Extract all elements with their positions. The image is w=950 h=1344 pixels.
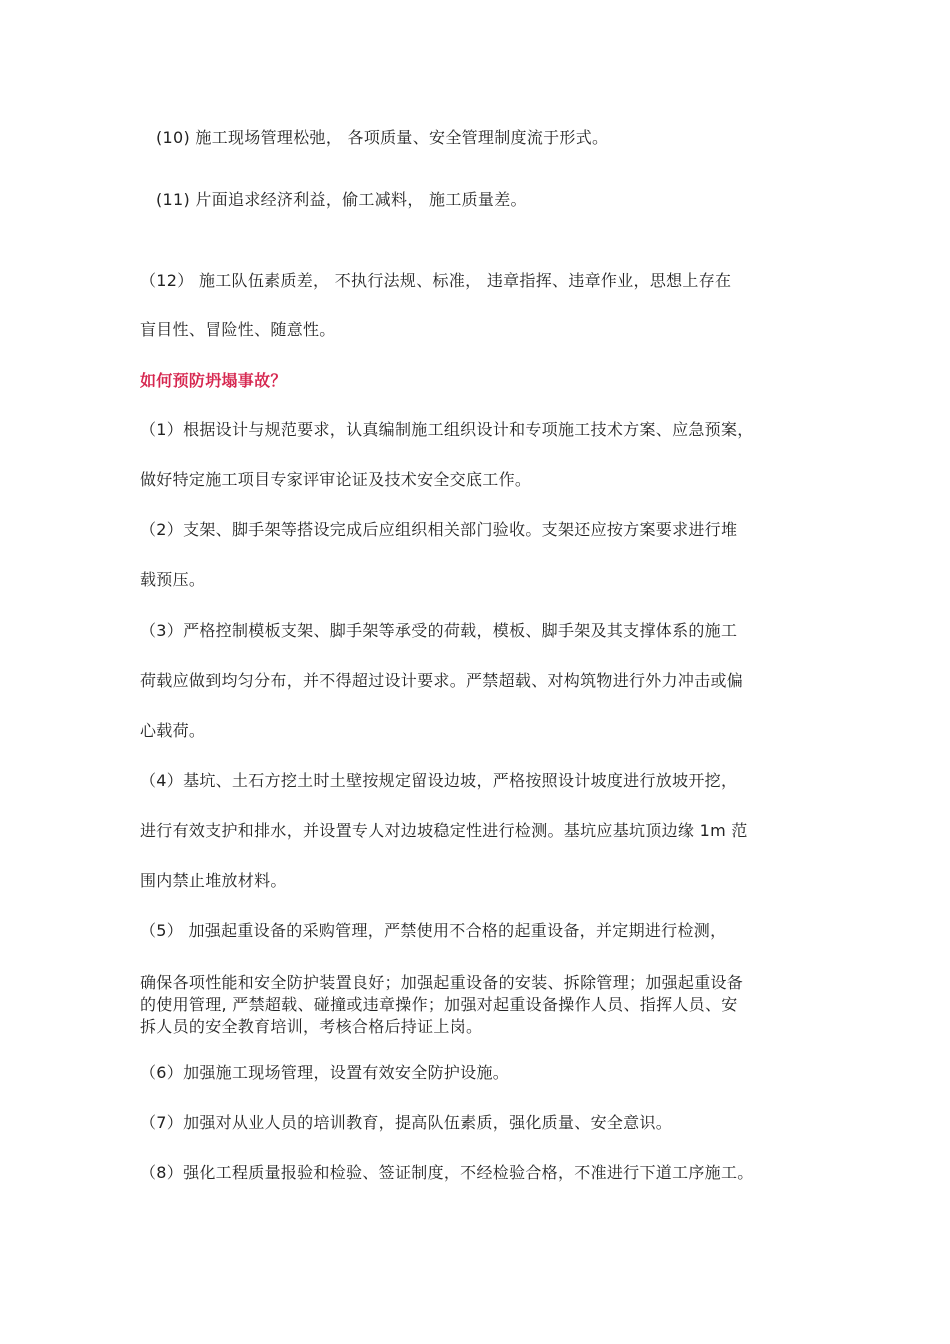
prevention-item-5-line-3: 的使用管理, 严禁超载、碰撞或违章操作；加强对起重设备操作人员、指挥人员、安 (140, 995, 738, 1014)
prevention-item-5-line-4: 拆人员的安全教育培训，考核合格后持证上岗。 (140, 1017, 483, 1036)
prevention-item-3-line-2: 荷载应做到均匀分布，并不得超过设计要求。严禁超载、对构筑物进行外力冲击或偏 (140, 671, 744, 690)
prevention-item-4-line-2: 进行有效支护和排水，并设置专人对边坡稳定性进行检测。基坑应基坑顶边缘 1m 范 (140, 821, 748, 840)
prevention-item-4-line-1: （4）基坑、土石方挖土时土壁按规定留设边坡，严格按照设计坡度进行放坡开挖， (140, 771, 738, 790)
prevention-item-5-line-2: 确保各项性能和安全防护装置良好；加强起重设备的安装、拆除管理；加强起重设备 (140, 973, 744, 992)
prevention-item-7: （7）加强对从业人员的培训教育，提高队伍素质，强化质量、安全意识。 (140, 1113, 673, 1132)
cause-item-10: (10) 施工现场管理松弛， 各项质量、安全管理制度流于形式。 (156, 128, 609, 147)
cause-item-12-line-1: （12） 施工队伍素质差， 不执行法规、标准， 违章指挥、违章作业，思想上存在 (140, 271, 732, 290)
prevention-item-2-line-1: （2）支架、脚手架等搭设完成后应组织相关部门验收。支架还应按方案要求进行堆 (140, 520, 738, 539)
prevention-item-1-line-2: 做好特定施工项目专家评审论证及技术安全交底工作。 (140, 470, 532, 489)
prevention-item-8: （8）强化工程质量报验和检验、签证制度，不经检验合格，不准进行下道工序施工。 (140, 1163, 754, 1182)
section-heading: 如何预防坍塌事故？ (140, 371, 287, 390)
prevention-item-5-continuation (140, 972, 820, 1038)
prevention-item-3-line-1: （3）严格控制模板支架、脚手架等承受的荷载，模板、脚手架及其支撑体系的施工 (140, 621, 738, 640)
prevention-item-5-line-1: （5） 加强起重设备的采购管理，严禁使用不合格的起重设备，并定期进行检测， (140, 921, 727, 940)
prevention-item-3-line-3: 心载荷。 (140, 721, 206, 740)
prevention-item-2-line-2: 载预压。 (140, 570, 206, 589)
cause-item-12-line-2: 盲目性、冒险性、随意性。 (140, 320, 336, 339)
prevention-item-6: （6）加强施工现场管理，设置有效安全防护设施。 (140, 1063, 510, 1082)
cause-item-11: (11) 片面追求经济利益，偷工减料， 施工质量差。 (156, 190, 527, 209)
prevention-item-1-line-1: （1）根据设计与规范要求，认真编制施工组织设计和专项施工技术方案、应急预案， (140, 420, 754, 439)
prevention-item-4-line-3: 围内禁止堆放材料。 (140, 871, 287, 890)
